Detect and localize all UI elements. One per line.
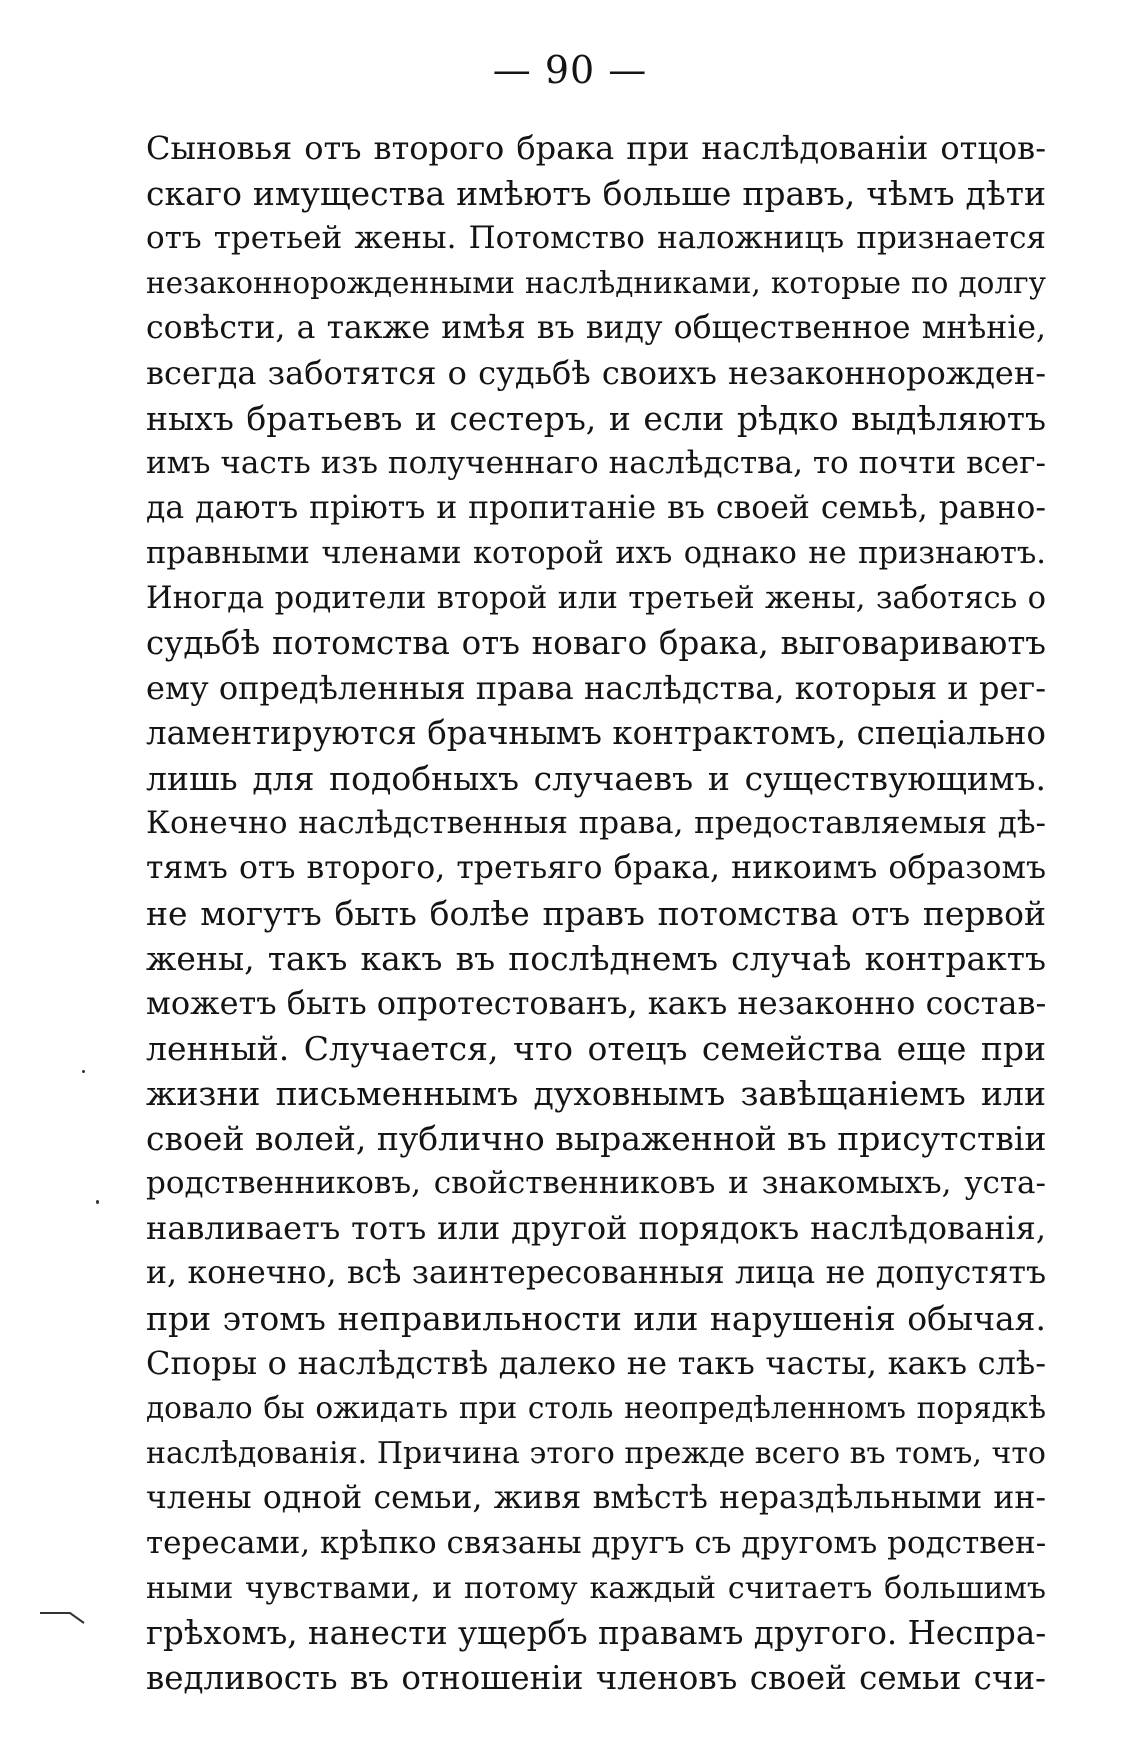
text-line: и, конечно, всѣ заинтересованныя лица не допустятъ xyxy=(146,1255,1046,1291)
scan-speck xyxy=(82,1070,85,1073)
text-line: при этомъ неправильности или нарушенія обычая. xyxy=(146,1299,1046,1338)
text-line: Конечно наслѣдственныя права, предоставляемыя дѣ- xyxy=(146,805,1046,841)
text-line: Споры о наслѣдствѣ далеко не такъ часты, какъ слѣ- xyxy=(146,1344,1046,1382)
text-line: ленный. Случается, что отецъ семейства еще при xyxy=(146,1029,1046,1068)
text-line: лишь для подобныхъ случаевъ и существующимъ. xyxy=(146,759,1046,798)
text-line: судьбѣ потомства отъ новаго брака, выговариваютъ xyxy=(146,624,1046,662)
text-line: родственниковъ, свойственниковъ и знакомыхъ, уста- xyxy=(146,1165,1046,1201)
text-line: тересами, крѣпко связаны другъ съ другомъ родствен- xyxy=(146,1525,1046,1561)
text-line: Сыновья отъ второго брака при наслѣдованіи отцов- xyxy=(146,129,1046,167)
text-line: грѣхомъ, нанести ущербъ правамъ другого. Неспра- xyxy=(146,1614,1046,1652)
scan-mark-icon xyxy=(38,1607,98,1627)
text-line: тямъ отъ второго, третьяго брака, никоимъ образомъ xyxy=(146,850,1046,886)
text-line: ламентируются брачнымъ контрактомъ, спеціально xyxy=(146,714,1046,752)
text-line: жизни письменнымъ духовнымъ завѣщаніемъ или xyxy=(146,1074,1046,1113)
text-line: отъ третьей жены. Потомство наложницъ признается xyxy=(146,220,1046,256)
text-line: имъ часть изъ полученнаго наслѣдства, то почти всег- xyxy=(146,445,1046,481)
text-line: ныхъ братьевъ и сестеръ, и если рѣдко выдѣляютъ xyxy=(146,399,1046,438)
text-line: ведливость въ отношеніи членовъ своей семьи счи- xyxy=(146,1659,1046,1697)
text-line: да даютъ пріютъ и пропитаніе въ своей семьѣ, равно- xyxy=(146,490,1046,526)
text-line: скаго имущества имѣютъ больше правъ, чѣмъ дѣти xyxy=(146,174,1046,213)
text-line: Иногда родители второй или третьей жены, заботясь о xyxy=(146,581,1046,616)
text-line: не могутъ быть болѣе правъ потомства отъ первой xyxy=(146,894,1046,933)
text-line: наслѣдованія. Причина этого прежде всего въ томъ, что xyxy=(146,1436,1046,1471)
body-text xyxy=(146,126,1046,1701)
text-line: всегда заботятся о судьбѣ своихъ незаконнорожден- xyxy=(146,354,1046,392)
text-line: ему опредѣленныя права наслѣдства, которыя и рег- xyxy=(146,669,1046,707)
text-line: жены, такъ какъ въ послѣднемъ случаѣ контрактъ xyxy=(146,939,1046,978)
text-line: довало бы ожидать при столь неопредѣленномъ порядкѣ xyxy=(146,1391,1046,1425)
text-line: правными членами которой ихъ однако не признаютъ. xyxy=(146,536,1046,571)
text-line: незаконнорожденными наслѣдниками, которые по долгу xyxy=(146,266,1046,300)
text-line: своей волей, публично выраженной въ присутствіи xyxy=(146,1119,1046,1158)
text-line: навливаетъ тотъ или другой порядокъ наслѣдованія, xyxy=(146,1209,1046,1247)
text-line: ными чувствами, и потому каждый считаетъ большимъ xyxy=(146,1571,1046,1606)
text-line: совѣсти, а также имѣя въ виду общественное мнѣніе, xyxy=(146,310,1046,346)
text-line: члены одной семьи, живя вмѣстѣ нераздѣльными ин- xyxy=(146,1480,1046,1516)
page-number: — 90 — xyxy=(492,48,648,92)
text-line: можетъ быть опротестованъ, какъ незаконно состав- xyxy=(146,984,1046,1022)
scan-speck xyxy=(96,1200,99,1204)
